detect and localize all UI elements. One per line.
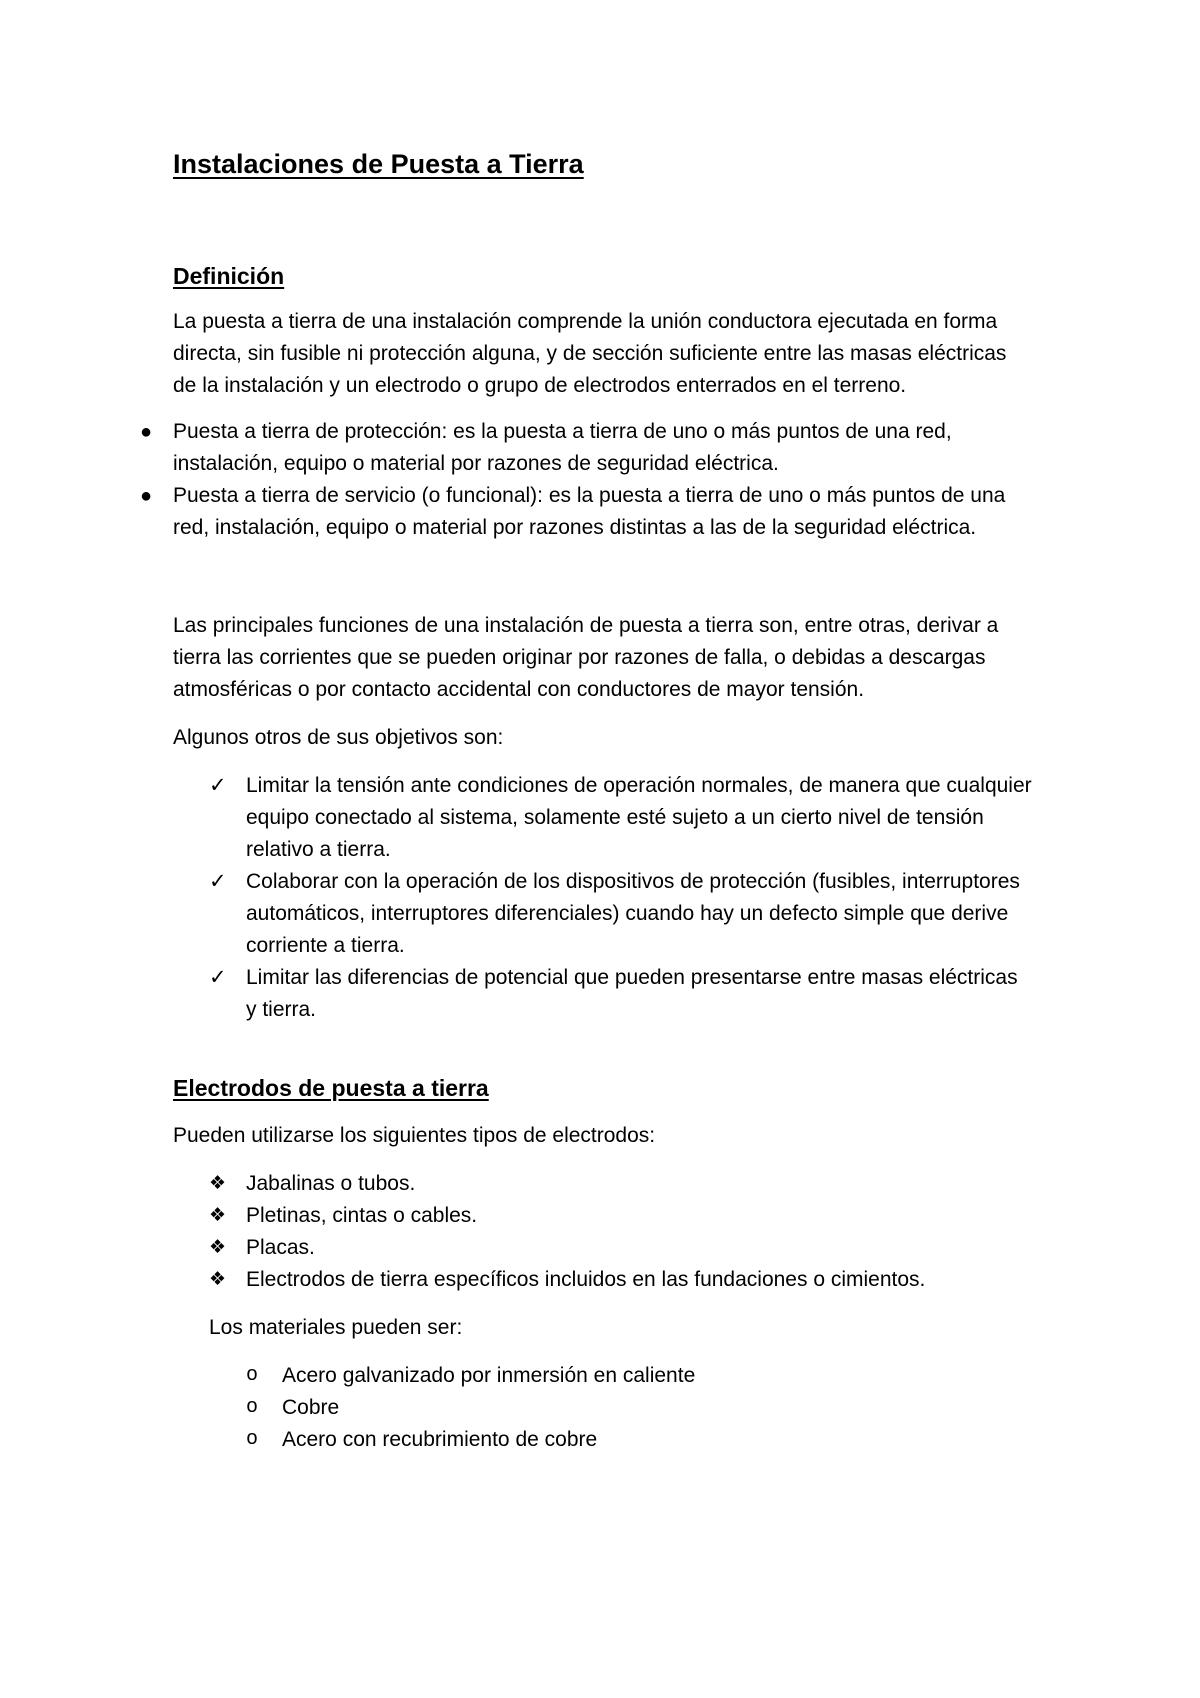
diamond-bullet-icon: ❖ (209, 1205, 227, 1226)
check-list-objetivos (209, 770, 1033, 1026)
bullet-dot-icon: ● (140, 421, 153, 443)
list-item-text: Placas. (246, 1236, 315, 1259)
diamond-list-tipos-electrodos (209, 1168, 1033, 1296)
list-item-text: Acero galvanizado por inmersión en caliente (282, 1364, 696, 1387)
checkmark-icon: ✓ (209, 870, 227, 893)
bullet-list-tipos-puesta-tierra (140, 416, 1033, 544)
checkmark-icon: ✓ (209, 966, 227, 989)
bullet-dot-icon: ● (140, 485, 153, 507)
list-item-text: Pletinas, cintas o cables. (246, 1204, 478, 1227)
list-item-text: Cobre (282, 1396, 340, 1419)
list-item (140, 480, 1033, 544)
heading-definicion: Definición (173, 263, 285, 289)
circle-bullet-icon: o (246, 1428, 259, 1451)
list-item (246, 1360, 1033, 1392)
list-item (209, 1232, 1033, 1264)
list-item (140, 416, 1033, 480)
list-item-text: Jabalinas o tubos. (246, 1172, 416, 1195)
list-item (209, 962, 1033, 1026)
paragraph-definicion: La puesta a tierra de una instalación comprende la unión conductora ejecutada en forma directa, sin fusible ni protección alguna, y de sección suficiente entre las masas eléctricas de la instalación y un electrodo o grupo de electrodos enterrados en el terreno. (173, 310, 1007, 397)
list-item (209, 1264, 1033, 1296)
list-item (209, 770, 1033, 866)
diamond-bullet-icon: ❖ (209, 1237, 227, 1258)
circle-bullet-icon: o (246, 1364, 259, 1387)
list-item-text: Limitar la tensión ante condiciones de operación normales, de manera que cualquier equipo conectado al sistema, solamente esté sujeto a un cierto nivel de tensión relativo a tierra. (246, 774, 1032, 861)
paragraph-funciones: Las principales funciones de una instalación de puesta a tierra son, entre otras, derivar a tierra las corrientes que se pueden originar por razones de falla, o debidas a descargas atmosféricas o por contacto accidental con conductores de mayor tensión. (173, 614, 999, 701)
list-item-text: Electrodos de tierra específicos incluidos en las fundaciones o cimientos. (246, 1268, 926, 1291)
paragraph-materiales-intro: Los materiales pueden ser: (209, 1316, 463, 1339)
list-item-text: Acero con recubrimiento de cobre (282, 1428, 598, 1451)
list-item (209, 1200, 1033, 1232)
list-item-text: Colaborar con la operación de los dispositivos de protección (fusibles, interruptores automáticos, interruptores diferenciales) cuando hay un defecto simple que derive corriente a tierra. (246, 870, 1020, 957)
list-item-text: Limitar las diferencias de potencial que pueden presentarse entre masas eléctricas y tierra. (246, 966, 1018, 1021)
diamond-bullet-icon: ❖ (209, 1269, 227, 1290)
circle-bullet-icon: o (246, 1396, 259, 1419)
list-item (209, 1168, 1033, 1200)
document-title: Instalaciones de Puesta a Tierra (173, 149, 584, 179)
list-item (209, 866, 1033, 962)
list-item (246, 1424, 1033, 1456)
paragraph-tipos-intro: Pueden utilizarse los siguientes tipos de electrodos: (173, 1124, 656, 1147)
heading-electrodos: Electrodos de puesta a tierra (173, 1075, 489, 1101)
list-item (246, 1392, 1033, 1424)
checkmark-icon: ✓ (209, 774, 227, 797)
list-item-text: Puesta a tierra de protección: es la puesta a tierra de uno o más puntos de una red, instalación, equipo o material por razones de seguridad eléctrica. (173, 420, 952, 475)
list-item-text: Puesta a tierra de servicio (o funcional): es la puesta a tierra de uno o más puntos de una red, instalación, equipo o material por razones distintas a las de la seguridad eléctrica. (173, 484, 1006, 539)
circle-list-materiales (246, 1360, 1033, 1456)
paragraph-objetivos-intro: Algunos otros de sus objetivos son: (173, 726, 504, 749)
document-content (140, 146, 1033, 1456)
diamond-bullet-icon: ❖ (209, 1173, 227, 1194)
